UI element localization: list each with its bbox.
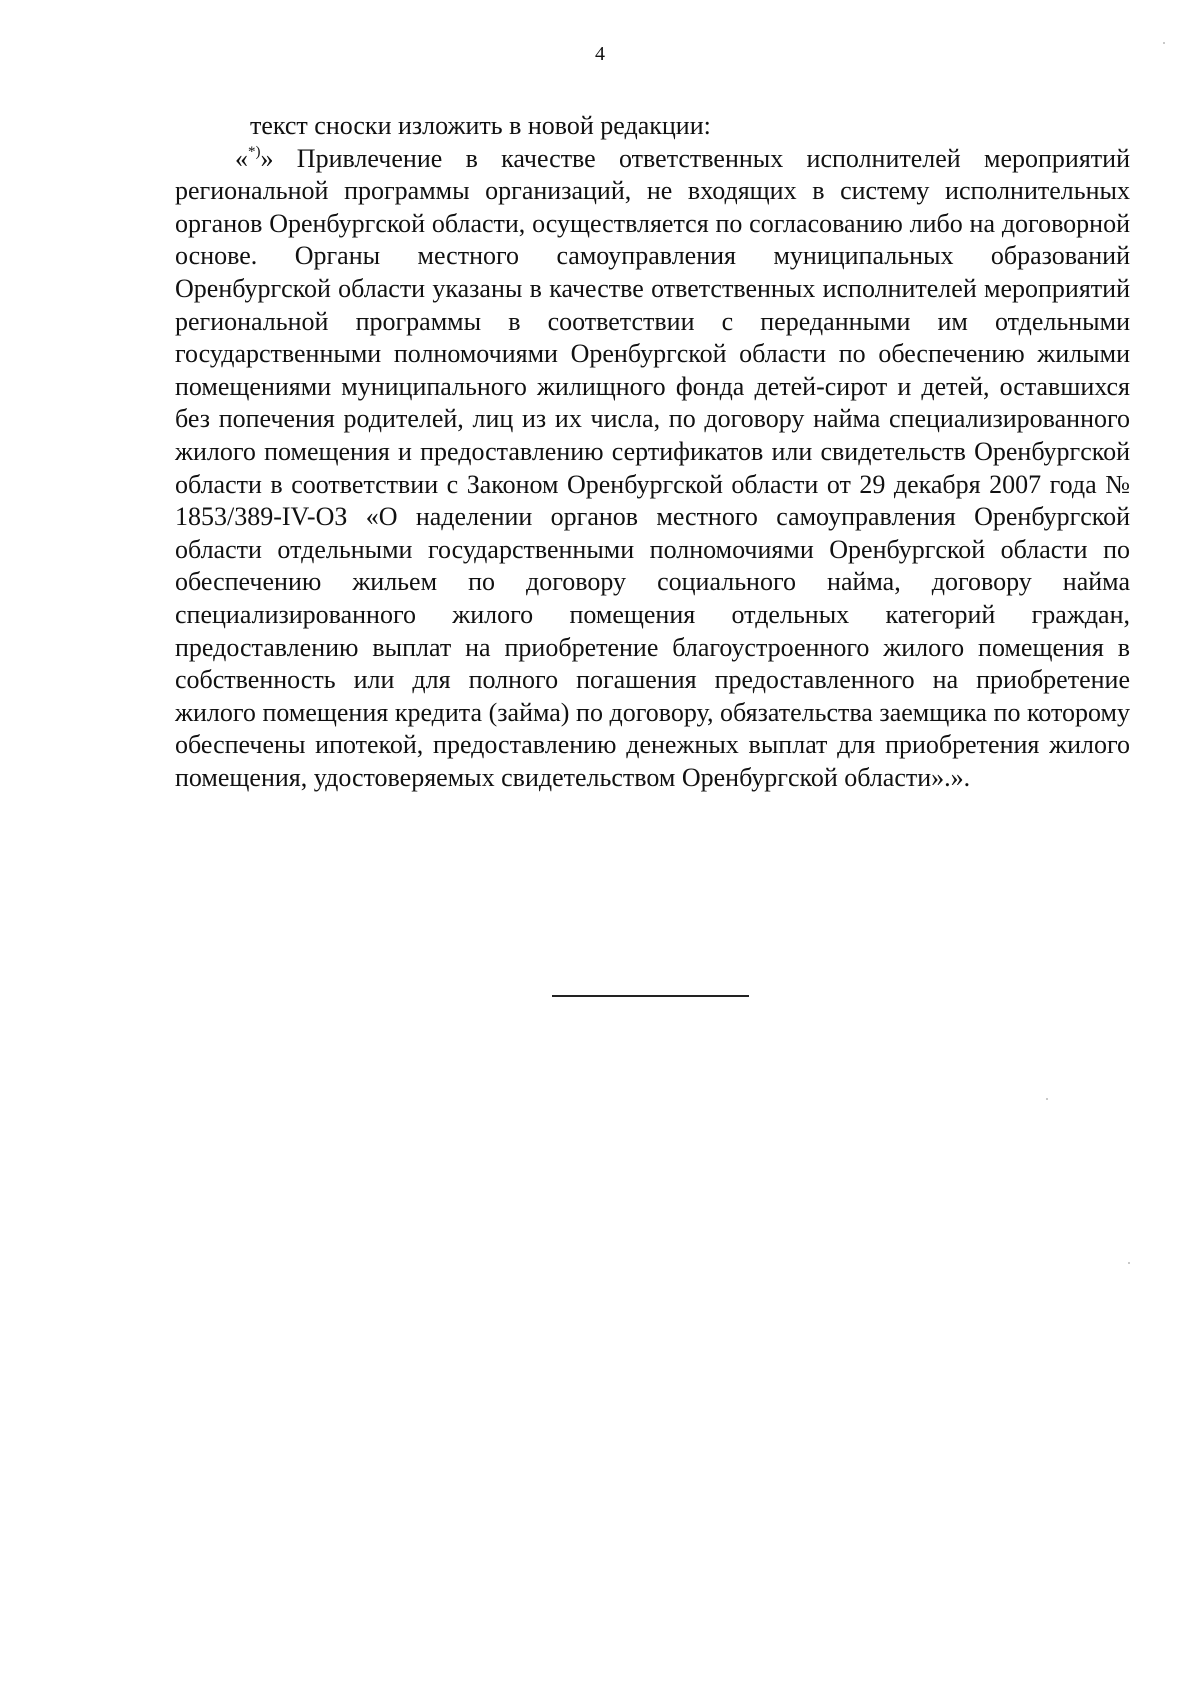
scan-speck: [1128, 1262, 1130, 1264]
opening-quote: «: [235, 143, 248, 173]
intro-line: текст сноски изложить в новой редакции:: [250, 111, 711, 140]
scan-speck: [1163, 42, 1165, 44]
document-body: [175, 110, 1130, 794]
page-number: 4: [595, 43, 605, 65]
footnote-marker: *): [248, 143, 261, 160]
scan-speck: [1046, 1098, 1048, 1100]
footnote-paragraph-text: » Привлечение в качестве ответственных исполнителей мероприятий региональной программы организаций, не входящих в систему исполнительных органов Оренбургской области, осуществляется по согласованию либо на договорной основе. Органы местного самоуправления муниципальных образований Оренбургской области указаны в качестве ответственных исполнителей мероприятий региональной программы в соответствии с переданными им отдельными государственными полномочиями Оренбургской области по обеспечению жилыми помещениями муниципального жилищного фонда детей-сирот и детей, оставшихся без попечения родителей, лиц из их числа, по договору найма специализированного жилого помещения и предоставлению сертификатов или свидетельств Оренбургской области в соответствии с Законом Оренбургской области от 29 декабря 2007 года № 1853/389-IV-ОЗ «О наделении органов местного самоуправления Оренбургской области отдельными государственными полномочиями Оренбургской области по обеспечению жильем по договору социального найма, договору найма специализированного жилого помещения отдельных категорий граждан, предоставлению выплат на приобретение благоустроенного жилого помещения в собственность или для полного погашения предоставленного на приобретение жилого помещения кредита (займа) по договору, обязательства заемщика по которому обеспечены ипотекой, предоставлению денежных выплат для приобретения жилого помещения, удостоверяемых свидетельством Оренбургской области».».: [175, 143, 1130, 792]
footnote-paragraph: [175, 143, 1130, 795]
end-separator-line: [552, 995, 749, 997]
